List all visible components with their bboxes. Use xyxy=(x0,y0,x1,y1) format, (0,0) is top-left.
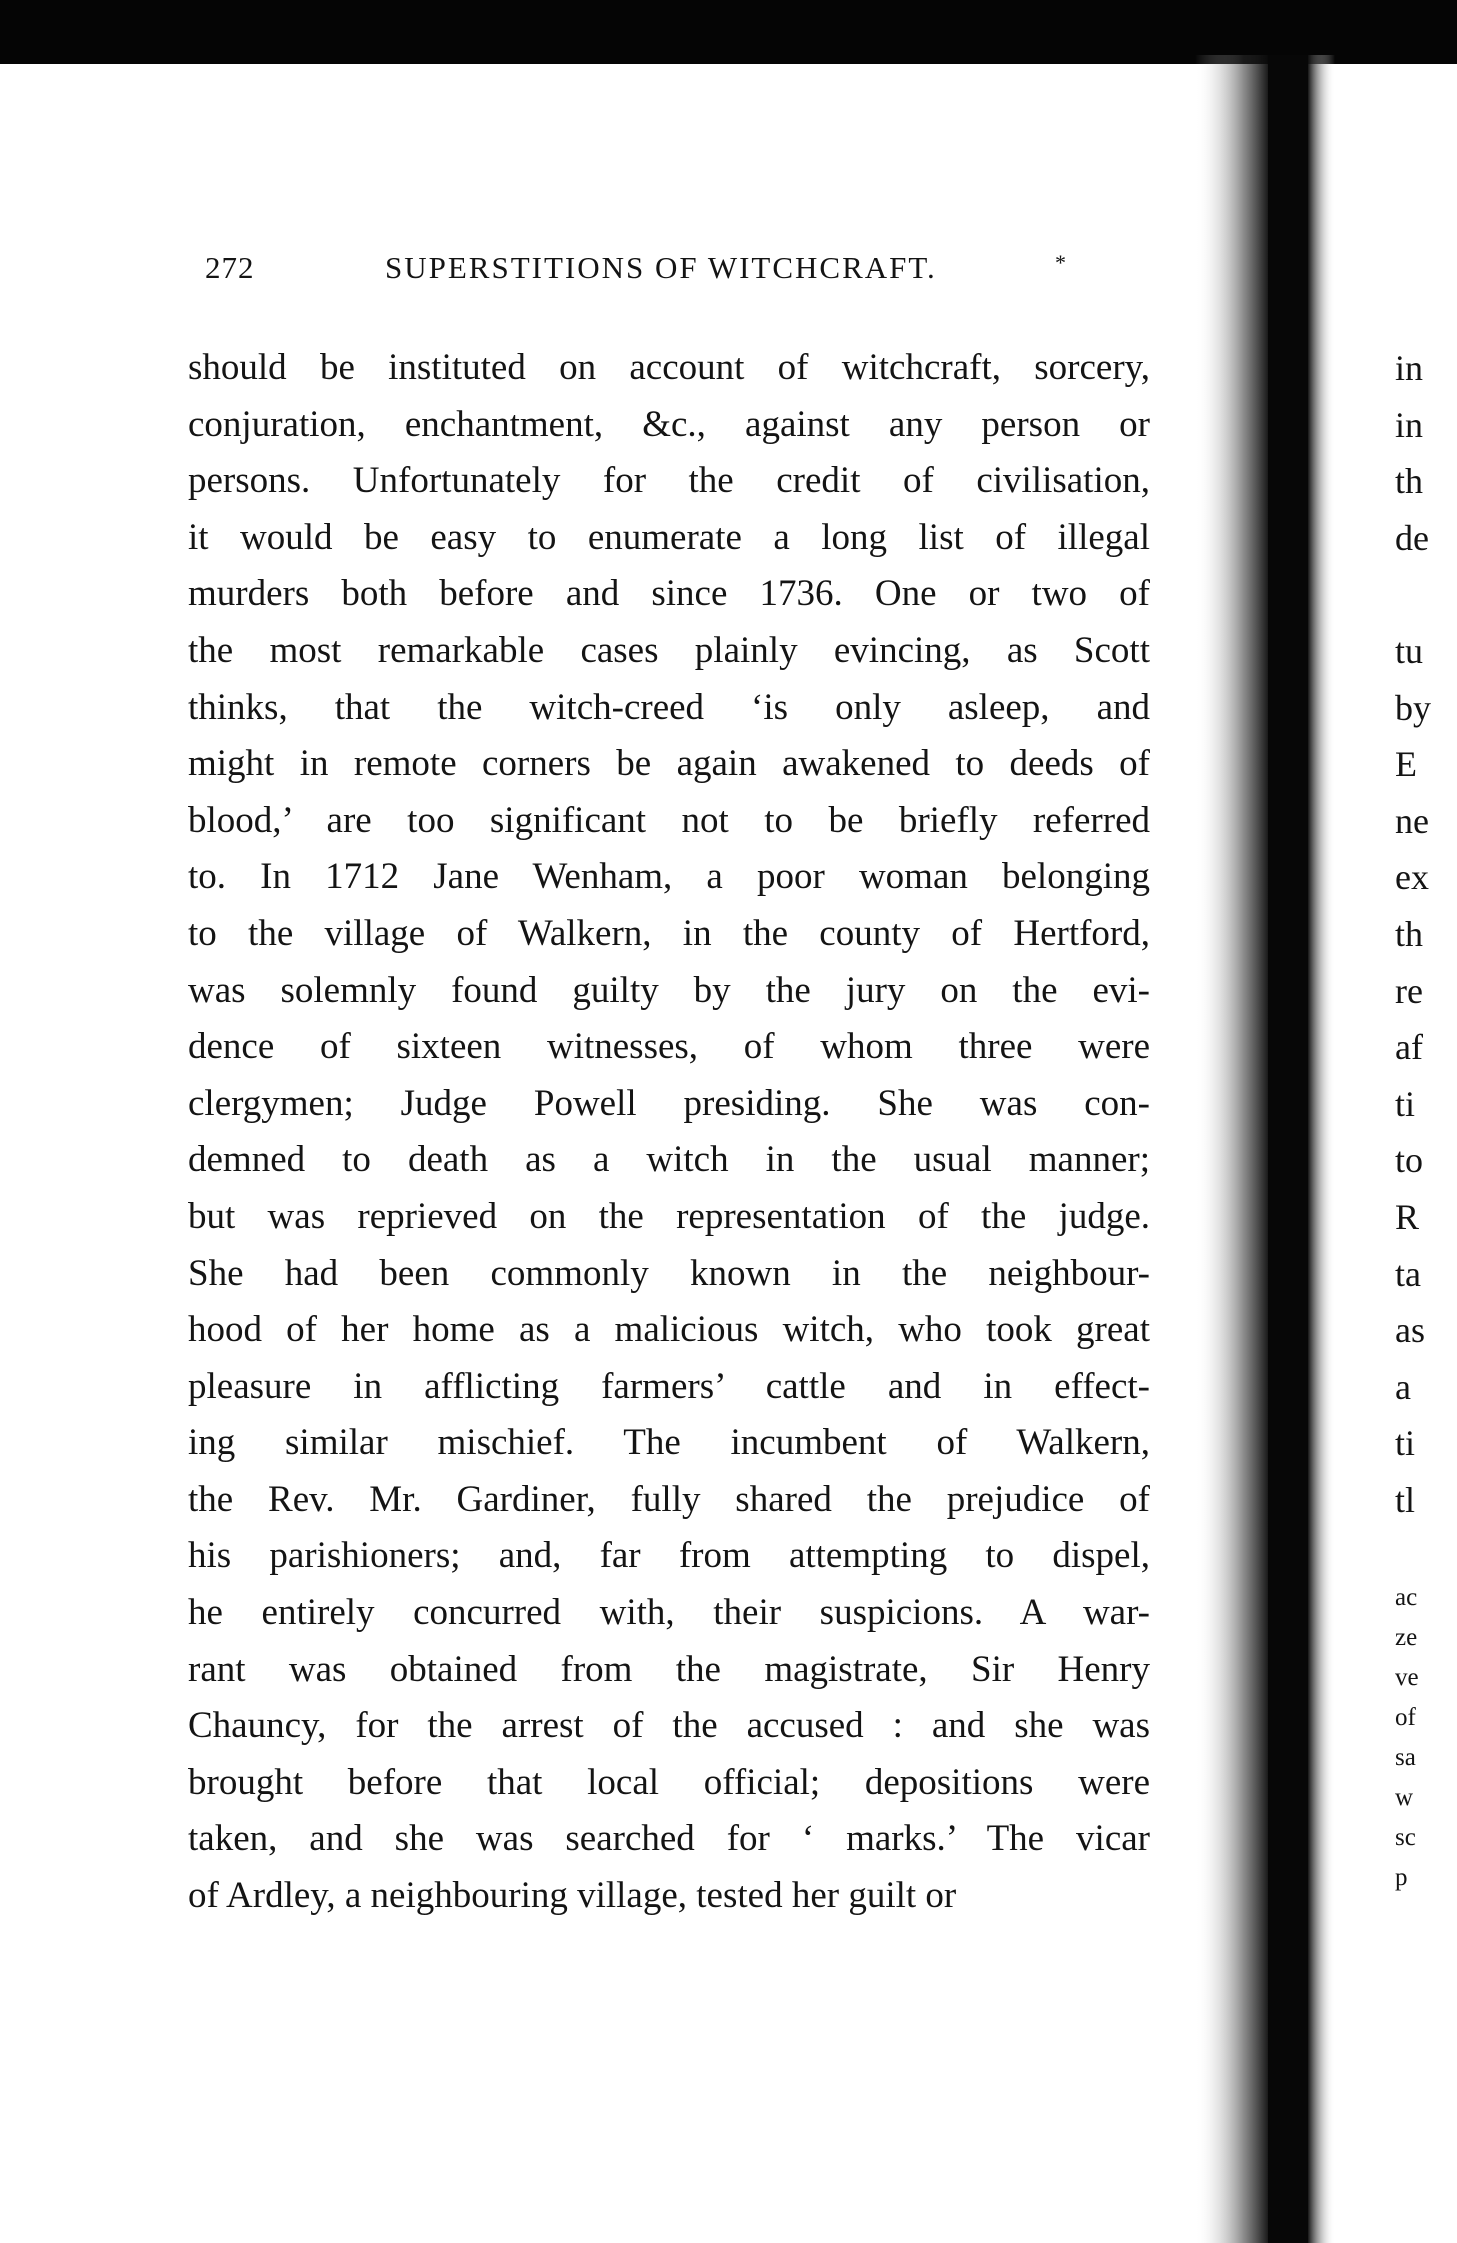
facing-page-fragment: th xyxy=(1395,461,1424,502)
facing-page-edge xyxy=(1395,340,1457,2040)
text-line: conjuration, enchantment, &c., against any person or xyxy=(188,403,1150,445)
facing-page-fragment: a xyxy=(1395,1366,1411,1407)
facing-footnote-fragment: w xyxy=(1395,1784,1414,1812)
facing-footnote-fragment: ac xyxy=(1395,1584,1418,1612)
page-body-text xyxy=(188,340,1150,1925)
text-line: She had been commonly known in the neighbour- xyxy=(188,1252,1150,1294)
text-line: the most remarkable cases plainly evincing, as Scott xyxy=(188,629,1150,671)
text-line: he entirely concurred with, their suspicions. A war- xyxy=(188,1592,1150,1634)
text-line: hood of her home as a malicious witch, who took great xyxy=(188,1309,1150,1351)
text-line: of Ardley, a neighbouring village, tested her guilt or xyxy=(188,1875,957,1917)
facing-footnote-fragment: of xyxy=(1395,1704,1416,1732)
facing-page-fragment: ta xyxy=(1395,1253,1421,1294)
facing-page-fragment: re xyxy=(1395,970,1423,1011)
facing-page-fragment: as xyxy=(1395,1310,1425,1351)
facing-page-fragment: ex xyxy=(1395,857,1429,898)
facing-page-fragment: af xyxy=(1395,1027,1423,1068)
text-line: should be instituted on account of witchcraft, sorcery, xyxy=(188,347,1150,388)
text-line: taken, and she was searched for ‘ marks.’ The vicar xyxy=(188,1818,1150,1860)
text-line: was solemnly found guilty by the jury on the evi- xyxy=(188,969,1150,1011)
facing-footnote-fragment: sa xyxy=(1395,1744,1416,1772)
facing-page-fragment: in xyxy=(1395,348,1424,388)
text-line: to. In 1712 Jane Wenham, a poor woman belonging xyxy=(188,856,1150,898)
facing-page-fragment: by xyxy=(1395,687,1431,728)
footnote-gap xyxy=(1395,1528,1457,1578)
text-line: clergymen; Judge Powell presiding. She was con- xyxy=(188,1082,1150,1124)
page-number: 272 xyxy=(205,250,255,285)
header-mark: * xyxy=(1055,250,1067,275)
text-line: pleasure in afflicting farmers’ cattle and in effect- xyxy=(188,1365,1150,1407)
facing-footnote-fragment: p xyxy=(1395,1864,1408,1892)
facing-footnote-fragment: sc xyxy=(1395,1824,1416,1852)
text-line: demned to death as a witch in the usual manner; xyxy=(188,1139,1150,1181)
text-line: it would be easy to enumerate a long list of illegal xyxy=(188,516,1150,558)
book-gutter-shadow xyxy=(1195,55,1335,2243)
facing-page-fragment: tl xyxy=(1395,1479,1416,1520)
facing-page-fragment: ti xyxy=(1395,1423,1416,1464)
facing-page-fragment: tu xyxy=(1395,630,1424,671)
text-line: thinks, that the witch-creed ‘is only asleep, and xyxy=(188,686,1150,728)
facing-footnote-fragment: ve xyxy=(1395,1664,1419,1692)
facing-page-fragment: de xyxy=(1395,517,1429,558)
text-line: might in remote corners be again awakened to deeds of xyxy=(188,743,1150,785)
running-title: SUPERSTITIONS OF WITCHCRAFT. xyxy=(385,250,937,285)
facing-page-fragment: in xyxy=(1395,404,1424,445)
text-line: ing similar mischief. The incumbent of Walkern, xyxy=(188,1422,1150,1464)
running-head xyxy=(205,250,1105,290)
text-line: rant was obtained from the magistrate, Sir Henry xyxy=(188,1648,1150,1690)
text-line: brought before that local official; depositions were xyxy=(188,1761,1150,1803)
text-line: dence of sixteen witnesses, of whom three were xyxy=(188,1026,1150,1068)
text-line: persons. Unfortunately for the credit of civilisation, xyxy=(188,460,1150,502)
facing-footnote-fragment: ze xyxy=(1395,1624,1418,1652)
text-line: to the village of Walkern, in the county of Hertford, xyxy=(188,912,1150,954)
text-line: blood,’ are too significant not to be briefly referred xyxy=(188,799,1150,841)
facing-page-fragment: R xyxy=(1395,1196,1420,1237)
text-line: but was reprieved on the representation of the judge. xyxy=(188,1195,1150,1237)
text-line: Chauncy, for the arrest of the accused : and she was xyxy=(188,1705,1150,1747)
facing-page-fragment: ti xyxy=(1395,1083,1416,1124)
facing-page-fragment: th xyxy=(1395,913,1424,954)
facing-page-fragment: to xyxy=(1395,1140,1424,1181)
paragraph-gap xyxy=(1395,566,1457,623)
text-line: his parishioners; and, far from attempting to dispel, xyxy=(188,1535,1150,1577)
facing-page-fragment: E xyxy=(1395,744,1417,785)
facing-page-fragment: ne xyxy=(1395,800,1429,841)
text-line: murders both before and since 1736. One or two of xyxy=(188,573,1150,615)
book-gutter-fold xyxy=(1268,55,1308,2243)
text-line: the Rev. Mr. Gardiner, fully shared the prejudice of xyxy=(188,1478,1150,1520)
